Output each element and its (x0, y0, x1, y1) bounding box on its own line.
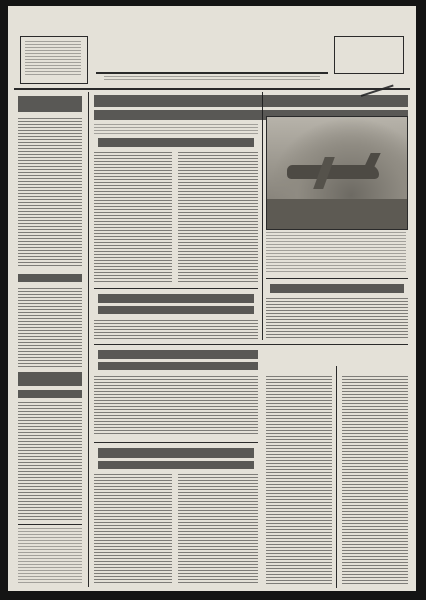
masthead-rule (14, 88, 410, 90)
masthead-title (96, 32, 328, 74)
left-headline-text (18, 96, 82, 112)
center-article-col-b (178, 152, 258, 282)
column-divider-2 (262, 92, 263, 340)
left-rule-bottom (18, 524, 82, 525)
nato-headline-line-2 (98, 362, 258, 370)
center-article-col-a (94, 152, 172, 282)
newspaper-page (8, 6, 416, 591)
right-article-col-b (342, 376, 408, 586)
center-lower-headline-text (98, 448, 254, 458)
left-subhead (18, 274, 82, 282)
center-rule-1 (94, 288, 258, 289)
left-article-3 (18, 402, 82, 520)
column-divider-1 (88, 92, 89, 587)
publisher-info-box (20, 36, 88, 84)
center-mid-headline-line-2 (98, 306, 254, 314)
right-article-1 (266, 298, 408, 338)
center-lower-col-a (94, 474, 172, 584)
left-article-2 (18, 288, 82, 368)
handwritten-mark (356, 71, 393, 97)
left-section-sub-text (18, 390, 82, 398)
nato-headline-text (98, 350, 258, 359)
center-rule-2 (94, 442, 258, 443)
nato-article (94, 376, 258, 436)
right-mid-headline-text (270, 284, 404, 293)
masthead-subtitle (104, 76, 320, 82)
center-lead-line (94, 124, 258, 134)
center-subhead (98, 138, 254, 147)
aircraft-photo (266, 116, 408, 230)
center-lower-col-b (178, 474, 258, 584)
center-mid-headline-text (98, 294, 254, 303)
left-article-4 (18, 528, 82, 584)
main-headline-scan (94, 95, 408, 107)
center-lower-headline-line-2 (98, 461, 254, 469)
left-section-text (18, 372, 82, 386)
publisher-info-text (25, 41, 81, 77)
nato-rule (94, 344, 408, 345)
photo-aircraft-tail (363, 153, 380, 169)
photo-caption-text (266, 232, 406, 274)
right-rule-1 (266, 278, 408, 279)
left-article-1 (18, 118, 82, 268)
center-mid-article (94, 320, 258, 340)
right-article-col-a (266, 376, 332, 586)
column-divider-3 (336, 366, 337, 588)
date-box (334, 36, 404, 74)
photo-ground (267, 199, 407, 229)
